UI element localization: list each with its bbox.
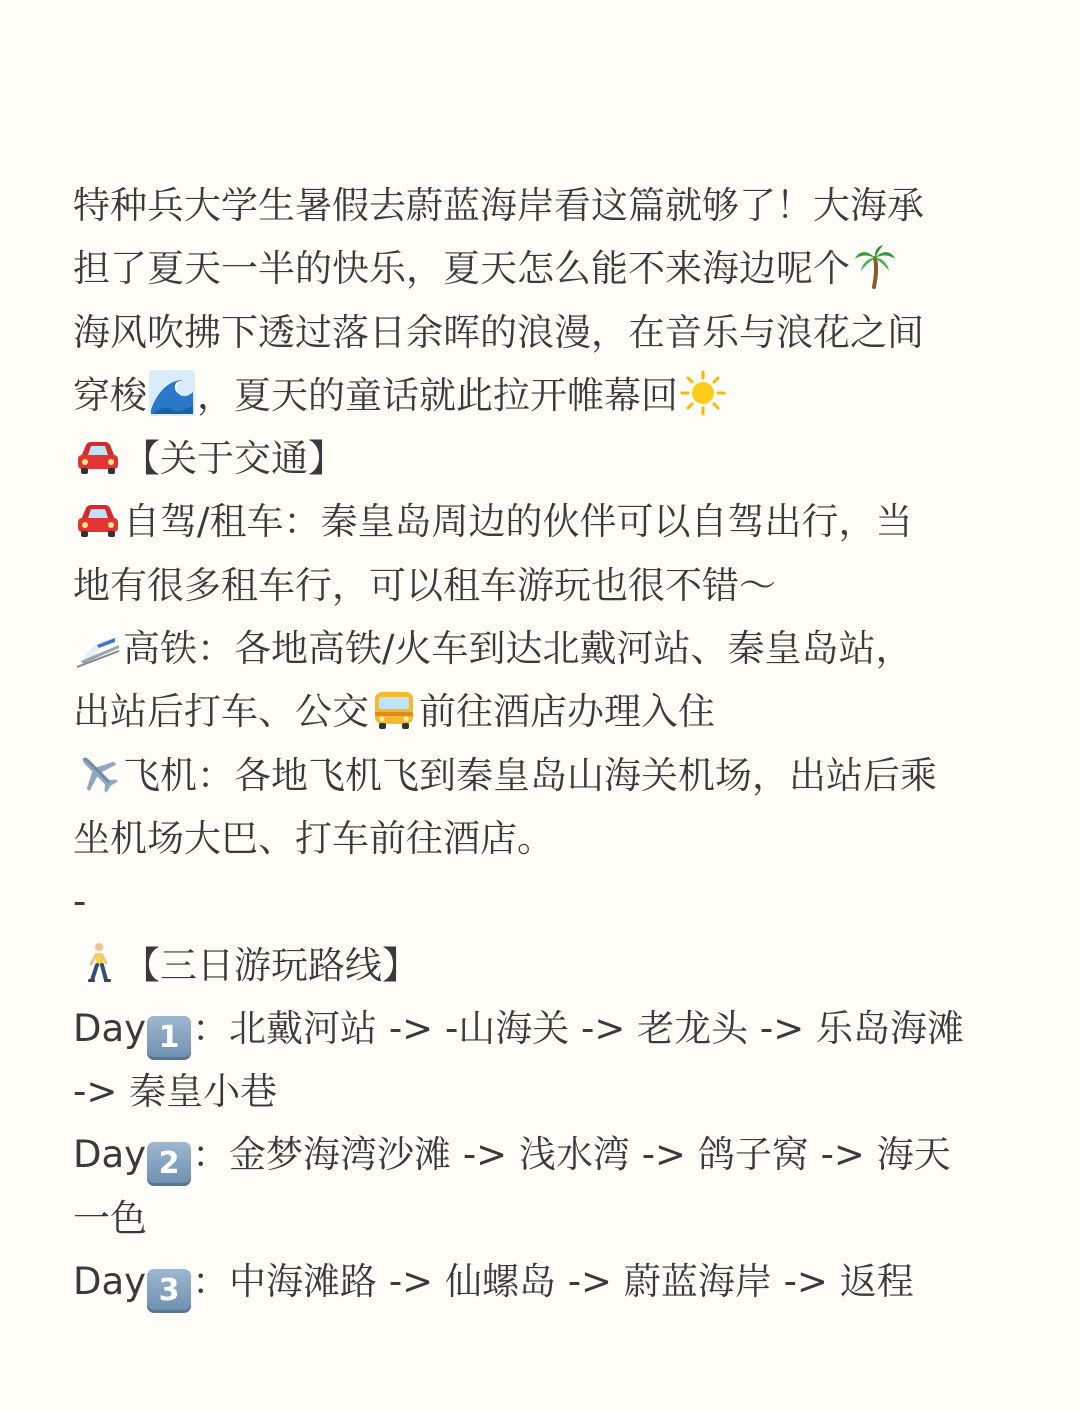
wave-icon [149, 370, 195, 416]
plane-text-2: 坐机场大巴、打车前往酒店。 [73, 816, 554, 860]
day-3-line-1 [73, 1250, 1003, 1313]
intro-text-1: 特种兵大学生暑假去蔚蓝海岸看这篇就够了！大海承 [73, 184, 924, 227]
drive-text-1: 自驾/租车：秦皇岛周边的伙伴可以自驾出行，当 [123, 500, 913, 544]
transport-heading: 【关于交通】 [123, 437, 345, 481]
day-2-route-cont: 一色 [73, 1196, 147, 1240]
walking-person-icon [75, 940, 121, 986]
note-body [73, 174, 1003, 1313]
rail-text-2a: 出站后打车、公交 [73, 690, 369, 734]
intro-text-4b: ，夏天的童话就此拉开帷幕回 [197, 373, 678, 417]
drive-line-1 [73, 490, 1003, 553]
itinerary-heading: 【三日游玩路线】 [123, 943, 419, 987]
day-3-route: ：中海滩路 -> 仙螺岛 -> 蔚蓝海岸 -> 返程 [192, 1260, 914, 1304]
plane-line-1 [73, 744, 1003, 807]
airplane-icon [75, 750, 121, 796]
intro-line-1 [73, 174, 1003, 237]
day-2-line-1 [73, 1123, 1003, 1186]
keycap-1-icon: 1 [147, 1016, 191, 1060]
drive-line-2 [73, 554, 1003, 617]
intro-text-2: 担了夏天一半的快乐，夏天怎么能不来海边呢个 [73, 247, 850, 291]
car-icon [75, 496, 121, 542]
rail-line-1 [73, 617, 1003, 680]
day-2-line-2 [73, 1187, 1003, 1250]
keycap-2-icon: 2 [147, 1142, 191, 1186]
drive-text-2: 地有很多租车行，可以租车游玩也很不错～ [73, 563, 776, 607]
palm-tree-icon [852, 243, 898, 289]
day-2-label: Day [73, 1133, 147, 1177]
intro-text-3: 海风吹拂下透过落日余晖的浪漫，在音乐与浪花之间 [73, 310, 924, 354]
car-icon [75, 433, 121, 479]
day-1-line-2 [73, 1060, 1003, 1123]
day-1-label: Day [73, 1006, 147, 1050]
intro-text-4a: 穿梭 [73, 373, 147, 417]
day-3-label: Day [73, 1260, 147, 1304]
day-1-line-1 [73, 997, 1003, 1060]
rail-text-2b: 前往酒店办理入住 [419, 690, 715, 734]
separator-line [73, 870, 1003, 933]
intro-line-2 [73, 237, 1003, 300]
day-1-route: ：北戴河站 -> -山海关 -> 老龙头 -> 乐岛海滩 [192, 1006, 965, 1050]
bus-icon [371, 686, 417, 732]
itinerary-heading-line [73, 934, 1003, 997]
day-2-route: ：金梦海湾沙滩 -> 浅水湾 -> 鸽子窝 -> 海天 [192, 1133, 951, 1177]
rail-text-1: 高铁：各地高铁/火车到达北戴河站、秦皇岛站， [123, 627, 913, 671]
sun-icon [680, 370, 726, 416]
intro-line-4 [73, 364, 1003, 427]
keycap-3-icon: 3 [147, 1269, 191, 1313]
plane-line-2 [73, 807, 1003, 870]
intro-line-3 [73, 301, 1003, 364]
rail-line-2 [73, 680, 1003, 743]
separator: - [73, 880, 87, 924]
day-1-route-cont: -> 秦皇小巷 [73, 1070, 278, 1114]
bullet-train-icon [75, 623, 121, 669]
plane-text-1: 飞机：各地飞机飞到秦皇岛山海关机场，出站后乘 [123, 753, 937, 797]
transport-heading-line [73, 427, 1003, 490]
